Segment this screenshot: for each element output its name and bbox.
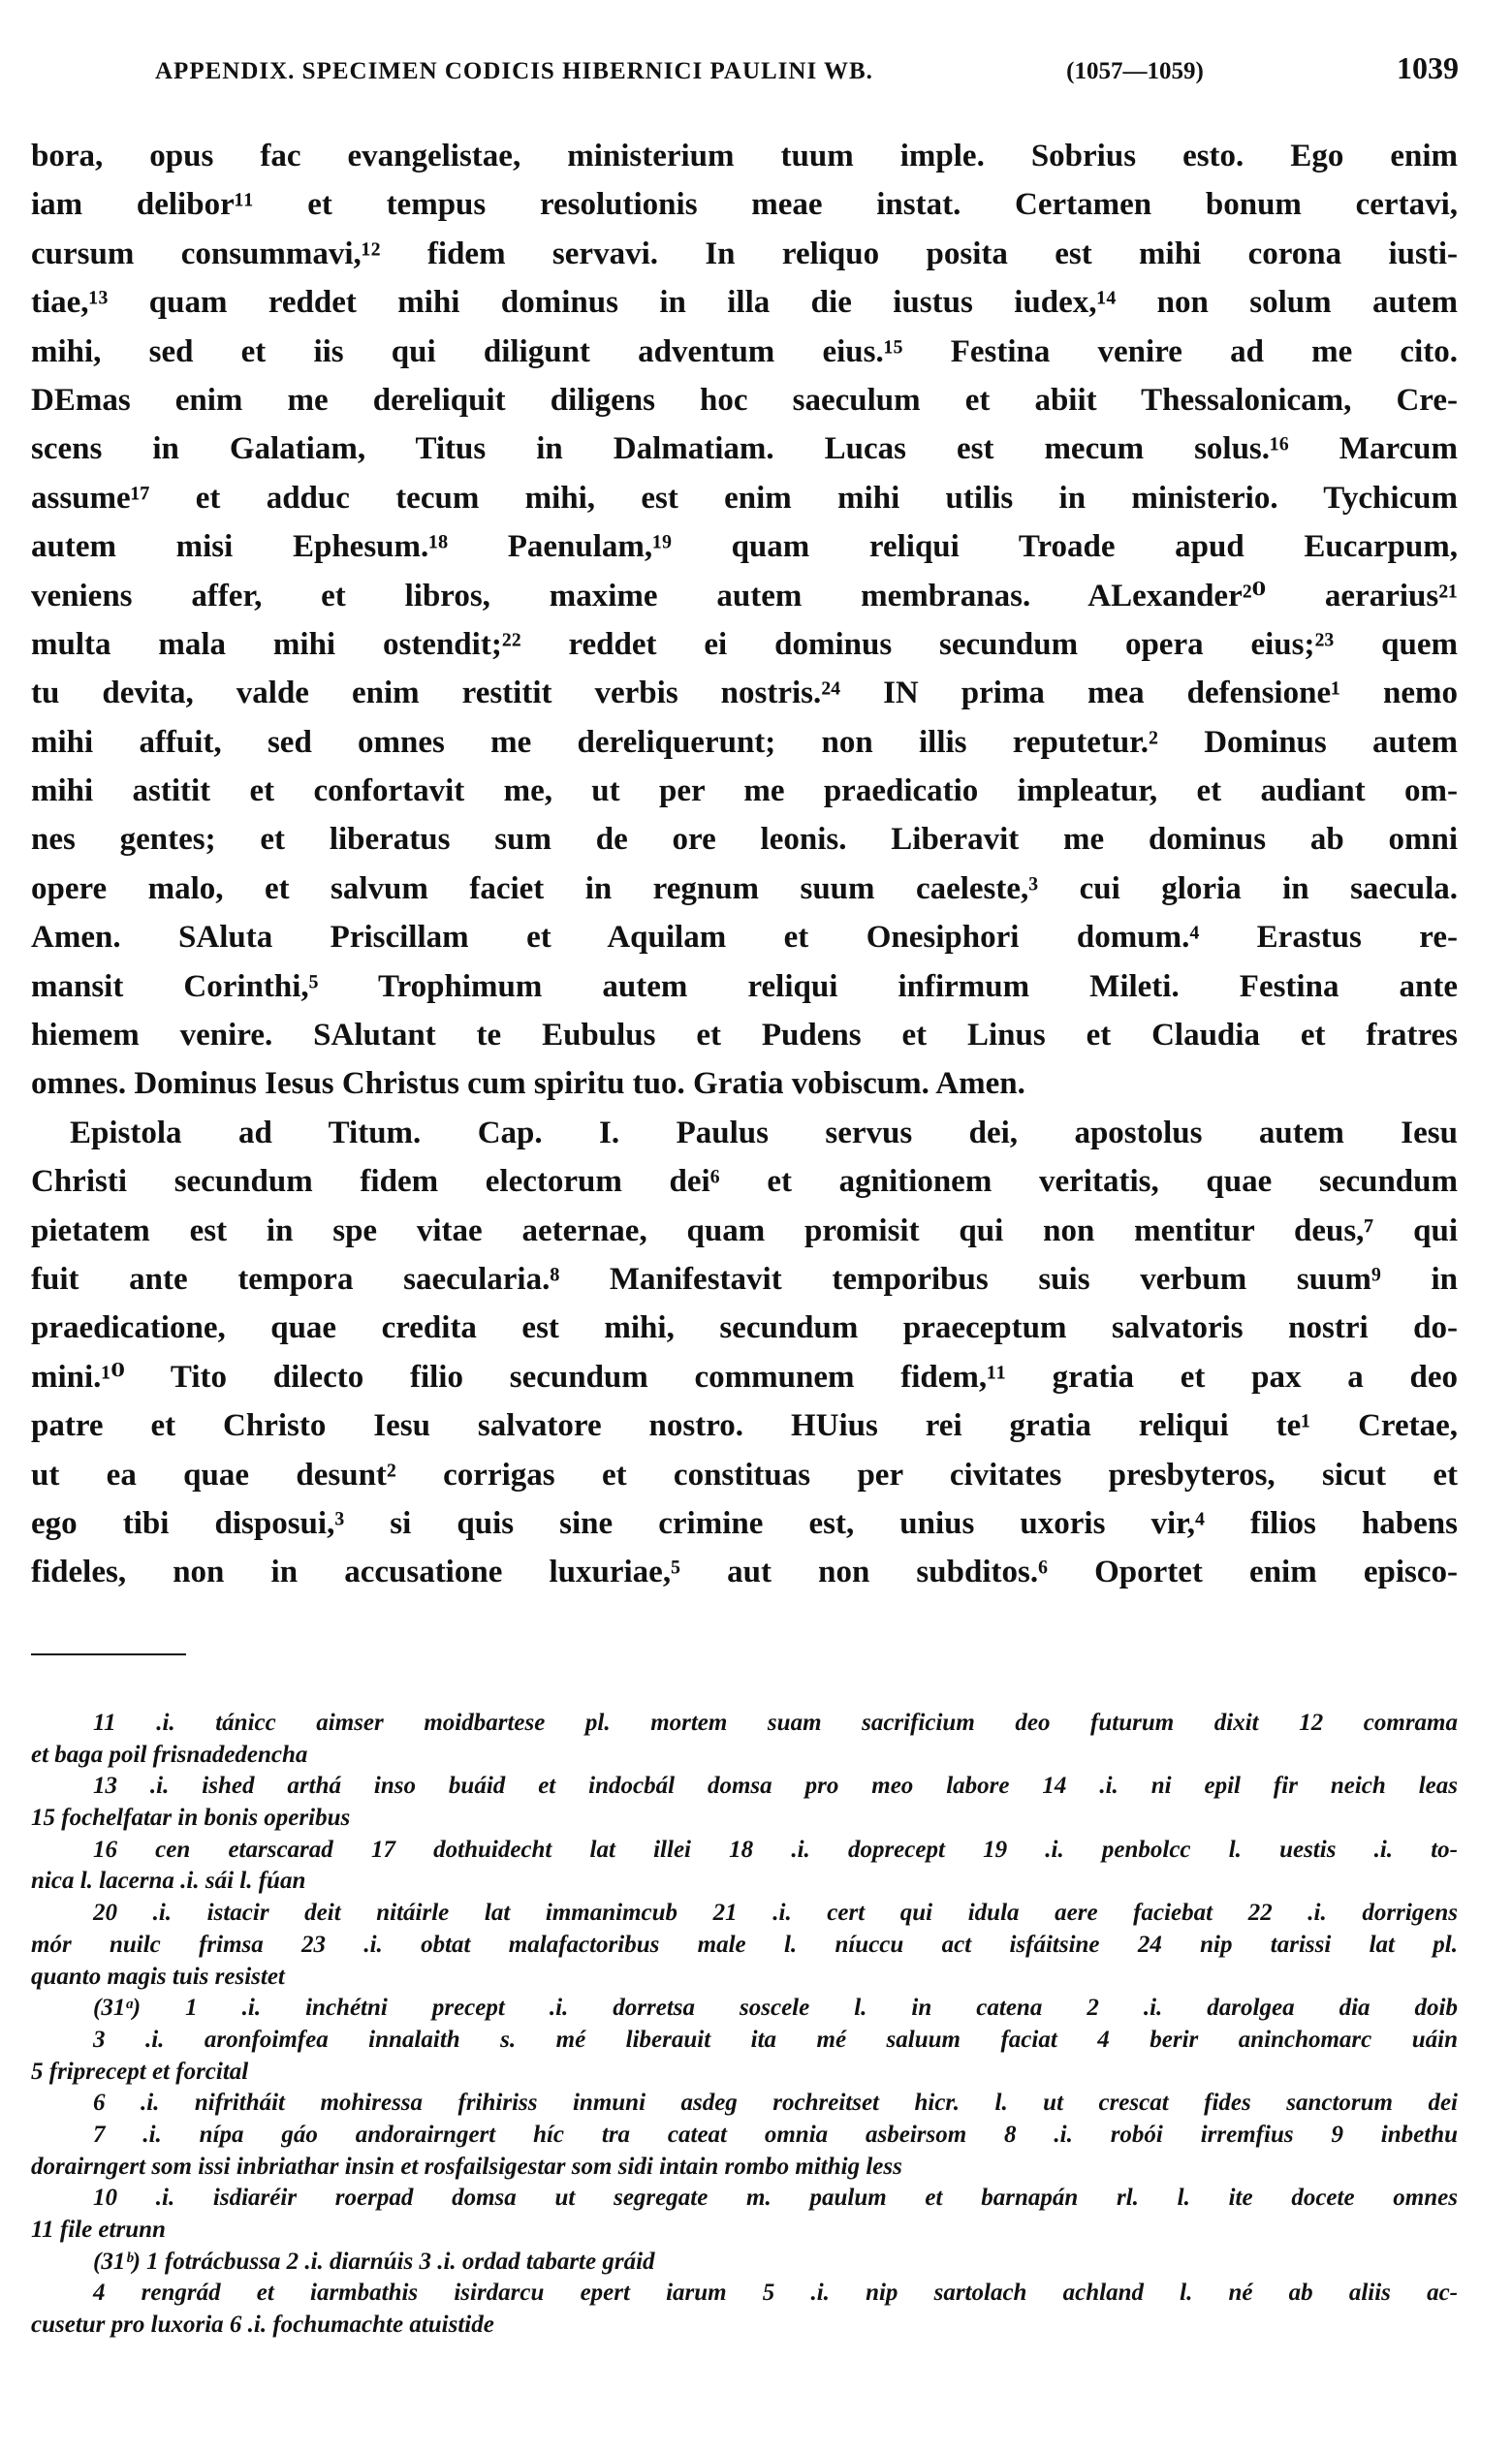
text-line: fuit ante tempora saecularia.⁸ Manifestavit temporibus suis verbum suum⁹ in bbox=[31, 1261, 1458, 1297]
footnote-line: 20 .i. istacir deit nitáirle lat immanimcub 21 .i. cert qui idula aere faciebat 22 .i. dorrigens bbox=[93, 1900, 1458, 1927]
footnote-line: 15 fochelfatar in bonis operibus bbox=[31, 1805, 351, 1832]
footnote-line: mór nuilc frimsa 23 .i. obtat malafactoribus male l. níuccu act isfáitsine 24 nip tarissi lat pl. bbox=[31, 1931, 1458, 1958]
text-line: Christi secundum fidem electorum dei⁶ et agnitionem veritatis, quae secundum bbox=[31, 1164, 1458, 1200]
text-line: scens in Galatiam, Titus in Dalmatiam. Lucas est mecum solus.¹⁶ Marcum bbox=[31, 431, 1458, 467]
text-line: mini.¹⁰ Tito dilecto filio secundum communem fidem,¹¹ gratia et pax a deo bbox=[31, 1359, 1458, 1395]
text-line: ego tibi disposui,³ si quis sine crimine est, unius uxoris vir,⁴ filios habens bbox=[31, 1505, 1458, 1541]
footnote-line: 7 .i. nípa gáo andorairngert híc tra cateat omnia asbeirsom 8 .i. robói irremfius 9 inbethu bbox=[93, 2121, 1458, 2148]
text-line: tiae,¹³ quam reddet mihi dominus in illa die iustus iudex,¹⁴ non solum autem bbox=[31, 285, 1458, 321]
text-line: Epistola ad Titum. Cap. I. Paulus servus dei, apostolus autem Iesu bbox=[70, 1115, 1458, 1150]
text-line: iam delibor¹¹ et tempus resolutionis meae instat. Certamen bonum certavi, bbox=[31, 187, 1458, 223]
footnote-line: nica l. lacerna .i. sái l. fúan bbox=[31, 1868, 306, 1895]
footnote-line: et baga poil frisnadedencha bbox=[31, 1741, 308, 1768]
text-line: multa mala mihi ostendit;²² reddet ei dominus secundum opera eius;²³ quem bbox=[31, 626, 1458, 662]
footnotes bbox=[31, 1708, 1458, 2342]
text-line: bora, opus fac evangelistae, ministerium tuum imple. Sobrius esto. Ego enim bbox=[31, 139, 1458, 173]
text-line: Amen. SAluta Priscillam et Aquilam et Onesiphori domum.⁴ Erastus re- bbox=[31, 920, 1458, 956]
text-line: omnes. Dominus Iesus Christus cum spiritu tuo. Gratia vobiscum. Amen. bbox=[31, 1066, 1025, 1102]
footnote-line: 11 file etrunn bbox=[31, 2217, 166, 2243]
text-line: cursum consummavi,¹² fidem servavi. In reliquo posita est mihi corona iusti- bbox=[31, 236, 1458, 271]
footnote-line: 11 .i. tánicc aimser moidbartese pl. mortem suam sacrificium deo futurum dixit 12 comrama bbox=[93, 1710, 1458, 1736]
text-line: mihi, sed et iis qui diligunt adventum eius.¹⁵ Festina venire ad me cito. bbox=[31, 333, 1458, 369]
footnote-line: dorairngert som issi inbriathar insin et rosfailsigestar som sidi intain rombo mithig less bbox=[31, 2153, 902, 2180]
footnote-line: (31ᵇ) 1 fotrácbussa 2 .i. diarnúis 3 .i. ordad tabarte gráid bbox=[93, 2248, 655, 2275]
footnote-line: (31ᵃ) 1 .i. inchétni precept .i. dorretsa soscele l. in catena 2 .i. darolgea dia doib bbox=[93, 1995, 1458, 2022]
running-title: APPENDIX. SPECIMEN CODICIS HIBERNICI PAULINI WB. bbox=[155, 58, 873, 84]
footnote-separator bbox=[31, 1653, 186, 1655]
running-header bbox=[155, 50, 1459, 89]
text-line: patre et Christo Iesu salvatore nostro. HUius rei gratia reliqui te¹ Cretae, bbox=[31, 1408, 1458, 1444]
footnote-line: 16 cen etarscarad 17 dothuidecht lat illei 18 .i. doprecept 19 .i. penbolcc l. uestis .i. to- bbox=[93, 1836, 1458, 1863]
footnote-line: 6 .i. nifritháit mohiressa frihiriss inmuni asdeg rochreitset hicr. l. ut crescat fides sanctorum dei bbox=[93, 2090, 1458, 2117]
text-line: nes gentes; et liberatus sum de ore leonis. Liberavit me dominus ab omni bbox=[31, 822, 1458, 858]
footnote-line: quanto magis tuis resistet bbox=[31, 1963, 285, 1990]
text-line: DEmas enim me dereliquit diligens hoc saeculum et abiit Thessalonicam, Cre- bbox=[31, 382, 1458, 418]
text-line: mihi affuit, sed omnes me dereliquerunt; non illis reputetur.² Dominus autem bbox=[31, 724, 1458, 760]
footnote-line: 5 friprecept et forcital bbox=[31, 2058, 249, 2085]
page-number: 1039 bbox=[1396, 50, 1459, 85]
text-line: autem misi Ephesum.¹⁸ Paenulam,¹⁹ quam reliqui Troade apud Eucarpum, bbox=[31, 529, 1458, 565]
footnote-line: 4 rengrád et iarmbathis isirdarcu epert iarum 5 .i. nip sartolach achland l. né ab aliis ac- bbox=[93, 2280, 1458, 2307]
footnote-line: 13 .i. ished arthá inso buáid et indocbál domsa pro meo labore 14 .i. ni epil fir neich leas bbox=[93, 1773, 1458, 1800]
text-line: opere malo, et salvum faciet in regnum suum caeleste,³ cui gloria in saecula. bbox=[31, 870, 1458, 906]
text-line: tu devita, valde enim restitit verbis nostris.²⁴ IN prima mea defensione¹ nemo bbox=[31, 676, 1458, 711]
section-range: (1057—1059) bbox=[1066, 58, 1204, 84]
text-line: ut ea quae desunt² corrigas et constituas per civitates presbyteros, sicut et bbox=[31, 1457, 1458, 1493]
footnote-line: cusetur pro luxoria 6 .i. fochumachte atuistide bbox=[31, 2312, 494, 2339]
text-line: mansit Corinthi,⁵ Trophimum autem reliqui infirmum Mileti. Festina ante bbox=[31, 968, 1458, 1004]
text-line: pietatem est in spe vitae aeternae, quam promisit qui non mentitur deus,⁷ qui bbox=[31, 1212, 1458, 1248]
text-line: hiemem venire. SAlutant te Eubulus et Pudens et Linus et Claudia et fratres bbox=[31, 1018, 1458, 1054]
text-line: assume¹⁷ et adduc tecum mihi, est enim mihi utilis in ministerio. Tychicum bbox=[31, 480, 1458, 516]
main-text bbox=[31, 132, 1458, 1597]
footnote-line: 10 .i. isdiaréir roerpad domsa ut segregate m. paulum et barnapán rl. l. ite docete omnes bbox=[93, 2185, 1458, 2212]
footnote-line: 3 .i. aronfoimfea innalaith s. mé liberauit ita mé saluum faciat 4 berir aninchomarc uáin bbox=[93, 2026, 1458, 2053]
text-line: fideles, non in accusatione luxuriae,⁵ aut non subditos.⁶ Oportet enim episco- bbox=[31, 1555, 1458, 1590]
text-line: veniens affer, et libros, maxime autem membranas. ALexander²⁰ aerarius²¹ bbox=[31, 578, 1458, 614]
text-line: mihi astitit et confortavit me, ut per me praedicatio impleatur, et audiant om- bbox=[31, 773, 1458, 809]
text-line: praedicatione, quae credita est mihi, secundum praeceptum salvatoris nostri do- bbox=[31, 1310, 1458, 1346]
